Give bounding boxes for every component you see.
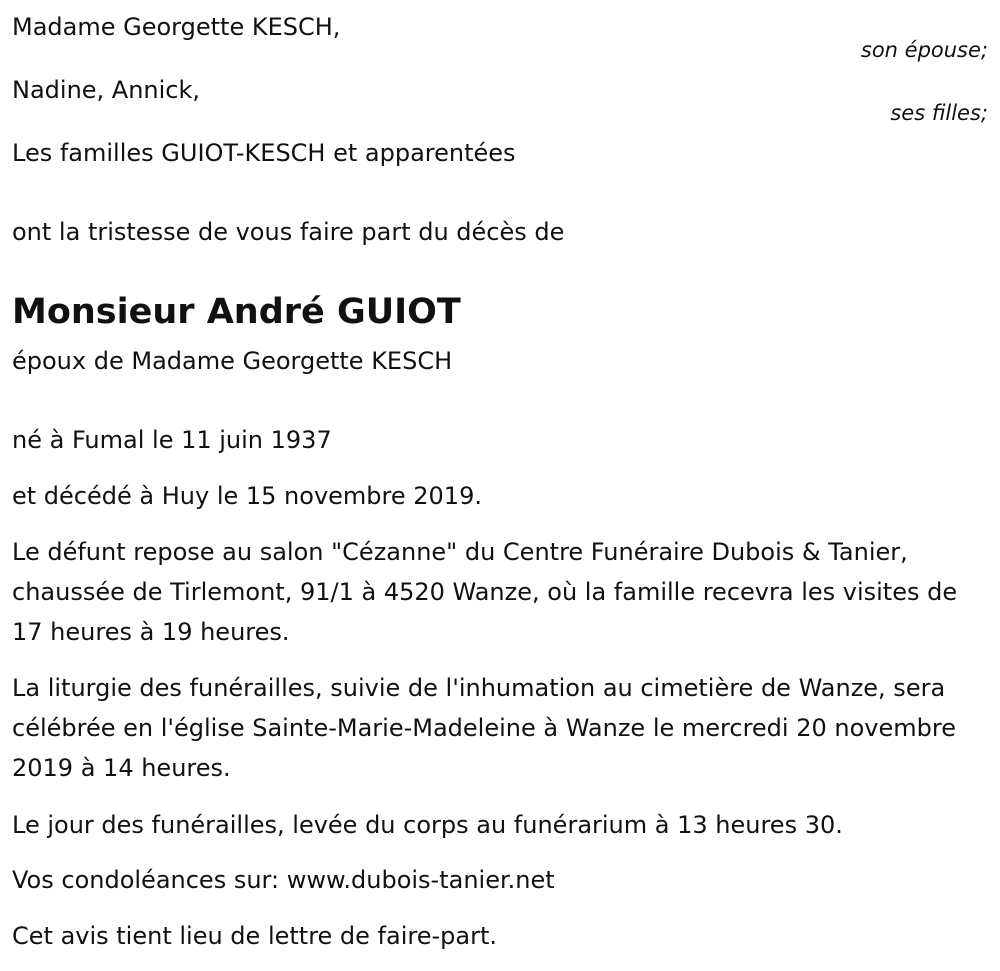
family-name-2: Nadine, Annick, xyxy=(12,76,201,104)
birth-line: né à Fumal le 11 juin 1937 xyxy=(12,426,332,454)
liturgy-paragraph: La liturgie des funérailles, suivie de l'inhumation au cimetière de Wanze, sera célébrée en l'église Sainte-Marie-Madeleine à Wanze le mercredi 20 novembre 2019 à 14 heures. xyxy=(12,674,956,782)
family-name-3: Les familles GUIOT-KESCH et apparentées xyxy=(12,139,516,167)
visitation-paragraph: Le défunt repose au salon "Cézanne" du Centre Funéraire Dubois & Tanier, chaussée de Tirlemont, 91/1 à 4520 Wanze, où la famille recevra les visites de 17 heures à 19 heures. xyxy=(12,538,958,646)
family-role-1: son épouse; xyxy=(860,38,988,62)
closing-line: Cet avis tient lieu de lettre de faire-part. xyxy=(12,922,497,950)
family-role-2: ses filles; xyxy=(890,101,988,125)
family-name-1: Madame Georgette KESCH, xyxy=(12,13,341,41)
death-line: et décédé à Huy le 15 novembre 2019. xyxy=(12,482,482,510)
condolences-line: Vos condoléances sur: www.dubois-tanier.net xyxy=(12,866,555,894)
spouse-line: époux de Madame Georgette KESCH xyxy=(12,347,453,375)
announcement-text: ont la tristesse de vous faire part du décès de xyxy=(12,218,565,246)
procession-line: Le jour des funérailles, levée du corps au funérarium à 13 heures 30. xyxy=(12,811,843,839)
deceased-name: Monsieur André GUIOT xyxy=(12,292,461,332)
